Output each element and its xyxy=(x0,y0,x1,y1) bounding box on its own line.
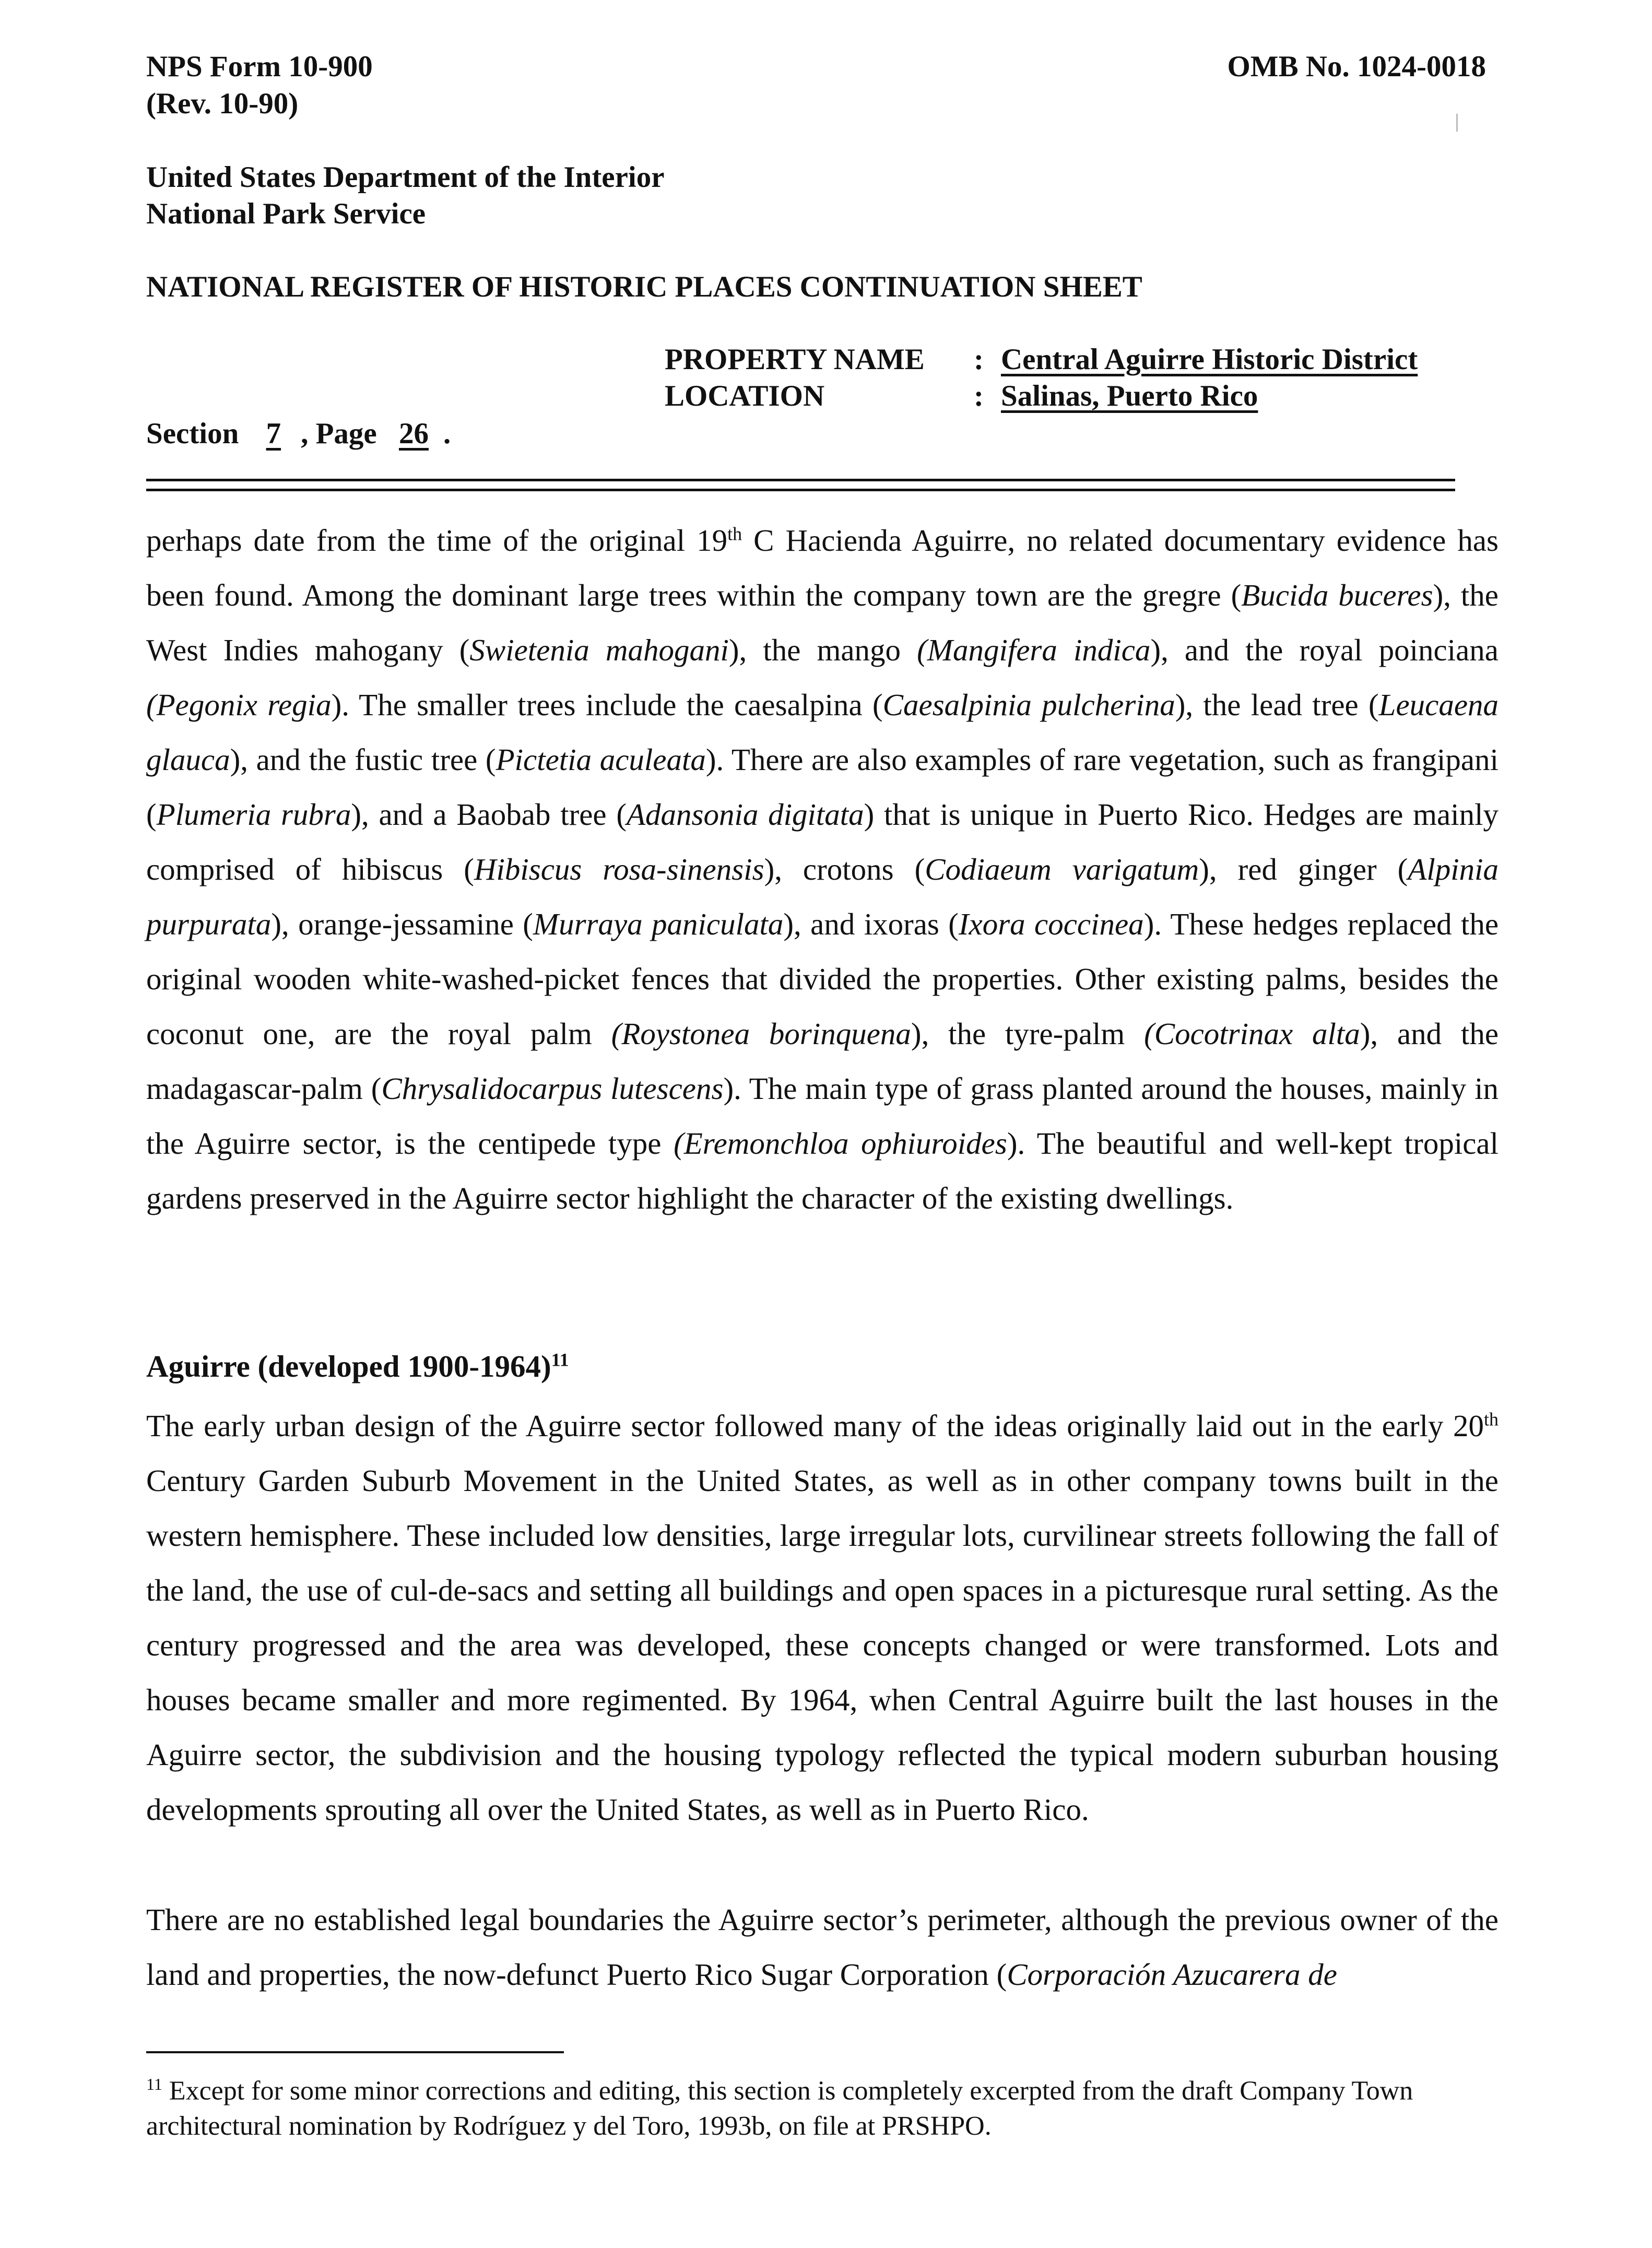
text-run: Century Garden Suburb Movement in the United States, as well as in other company towns built in the western hemisphere. These included low densities, large irregular lots, curvilinear streets following the fall of the land, the use of cul-de-sacs and setting all buildings and open spaces in a picturesque rural setting. As the century progressed and the area was developed, these concepts changed or were transformed. Lots and houses became smaller and more regimented. By 1964, when Central Aguirre built the last houses in the Aguirre sector, the subdivision and the housing typology reflected the typical modern suburban housing developments sprouting all over the United States, as well as in Puerto Rico. xyxy=(146,1463,1498,1827)
text-run: ) that is unique in Puerto Rico. Hedges are mainly comprised of hibiscus ( xyxy=(146,797,1499,886)
superscript: th xyxy=(1483,1409,1498,1430)
italic-text: Corporación Azucarera de xyxy=(1007,1957,1337,1992)
text-run: ). The main type of grass planted around the houses, mainly in the Aguirre sector, is the centipede type xyxy=(146,1071,1498,1161)
property-name-colon: : xyxy=(974,343,984,376)
italic-text: Ixora coccinea xyxy=(958,907,1144,941)
paragraph-boundaries xyxy=(146,1892,1498,2002)
department-name: United States Department of the Interior xyxy=(146,161,665,194)
section-label: Section xyxy=(146,417,239,450)
italic-text: Leucaena glauca xyxy=(146,688,1499,777)
property-name-value: Central Aguirre Historic District xyxy=(1001,343,1418,376)
paragraph-urban-design xyxy=(146,1399,1498,1837)
location-label: LOCATION xyxy=(665,380,825,412)
sheet-title: NATIONAL REGISTER OF HISTORIC PLACES CONTINUATION SHEET xyxy=(146,270,1142,303)
section-page-line xyxy=(146,419,451,448)
form-revision: (Rev. 10-90) xyxy=(146,87,299,120)
location-value: Salinas, Puerto Rico xyxy=(1001,380,1258,412)
text-run: ), and the royal poinciana xyxy=(1150,633,1498,667)
superscript: 11 xyxy=(146,2075,162,2093)
italic-text: Murraya paniculata xyxy=(533,907,784,941)
omb-number: OMB No. 1024-0018 xyxy=(1227,50,1486,83)
text-run: ), and the madagascar-palm ( xyxy=(146,1016,1499,1106)
italic-text: (Pegonix regia xyxy=(146,688,332,722)
location-colon: : xyxy=(974,380,984,412)
text-run: ). The smaller trees include the caesalpina ( xyxy=(331,688,883,722)
text-run: ), the mango xyxy=(728,633,917,667)
form-number: NPS Form 10-900 xyxy=(146,50,373,83)
header-rule-bottom xyxy=(146,489,1455,491)
text-run: Except for some minor corrections and editing, this section is completely excerpted from the draft Company Town architectural nomination by Rodríguez y del Toro, 1993b, on file at PRSHPO. xyxy=(146,2076,1413,2141)
italic-text: Caesalpinia pulcherina xyxy=(882,688,1175,722)
superscript: th xyxy=(727,523,742,545)
footnote-11 xyxy=(146,2066,1483,2144)
text-run: ), red ginger ( xyxy=(1199,852,1408,886)
text-run: ), the tyre-palm xyxy=(911,1016,1144,1051)
section-comma: , xyxy=(301,417,309,450)
italic-text: Adansonia digitata xyxy=(626,797,864,832)
page-number: 26 xyxy=(398,417,429,450)
header-rule-top xyxy=(146,479,1455,481)
italic-text: Alpinia purpurata xyxy=(146,852,1499,941)
property-name-label: PROPERTY NAME xyxy=(665,343,925,376)
paragraph-vegetation xyxy=(146,513,1498,1226)
italic-text: Pictetia aculeata xyxy=(495,742,706,777)
text-run: ), and ixoras ( xyxy=(783,907,959,941)
text-run: Aguirre (developed 1900-1964) xyxy=(146,1349,551,1383)
text-run: ), the lead tree ( xyxy=(1175,688,1379,722)
text-run: The early urban design of the Aguirre sector followed many of the ideas originally laid out in the early 20 xyxy=(146,1409,1484,1443)
italic-text: Hibiscus rosa-sinensis xyxy=(474,852,764,886)
italic-text: Plumeria rubra xyxy=(156,797,351,832)
italic-text: (Mangifera indica xyxy=(917,633,1151,667)
text-run: perhaps date from the time of the original 19 xyxy=(146,523,728,558)
italic-text: (Cocotrinax alta xyxy=(1144,1016,1360,1051)
text-run: ), crotons ( xyxy=(764,852,925,886)
page-period: . xyxy=(443,417,451,450)
text-run: ). The beautiful and well-kept tropical gardens preserved in the Aguirre sector highlight the character of the existing dwellings. xyxy=(146,1126,1498,1215)
page-label: Page xyxy=(315,417,377,450)
section-number: 7 xyxy=(266,417,281,450)
scan-mark xyxy=(1456,114,1458,132)
superscript: 11 xyxy=(551,1349,569,1370)
text-run: ), the West Indies mahogany ( xyxy=(146,578,1498,667)
section-heading-aguirre xyxy=(146,1348,569,1385)
italic-text: Swietenia mahogani xyxy=(469,633,729,667)
text-run: There are no established legal boundaries the Aguirre sector’s perimeter, although the previous owner of the land and properties, the now-defunct Puerto Rico Sugar Corporation ( xyxy=(146,1902,1498,1992)
agency-name: National Park Service xyxy=(146,197,426,230)
text-run: C Hacienda Aguirre, no related documentary evidence has been found. Among the dominant large trees within the company town are the gregre ( xyxy=(146,523,1498,612)
text-run: ). These hedges replaced the original wooden white-washed-picket fences that divided the properties. Other existing palms, besides the coconut one, are the royal palm xyxy=(146,907,1499,1051)
italic-text: Codiaeum varigatum xyxy=(925,852,1199,886)
footnote-rule xyxy=(146,2051,564,2053)
text-run: ). There are also examples of rare vegetation, such as frangipani ( xyxy=(146,742,1499,832)
text-run: ), orange-jessamine ( xyxy=(271,907,533,941)
italic-text: (Eremonchloa ophiuroides xyxy=(674,1126,1007,1161)
text-run: ), and the fustic tree ( xyxy=(230,742,496,777)
italic-text: (Roystonea borinquena xyxy=(611,1016,911,1051)
text-run: ), and a Baobab tree ( xyxy=(351,797,627,832)
italic-text: Bucida buceres xyxy=(1241,578,1433,612)
italic-text: Chrysalidocarpus lutescens xyxy=(381,1071,724,1106)
